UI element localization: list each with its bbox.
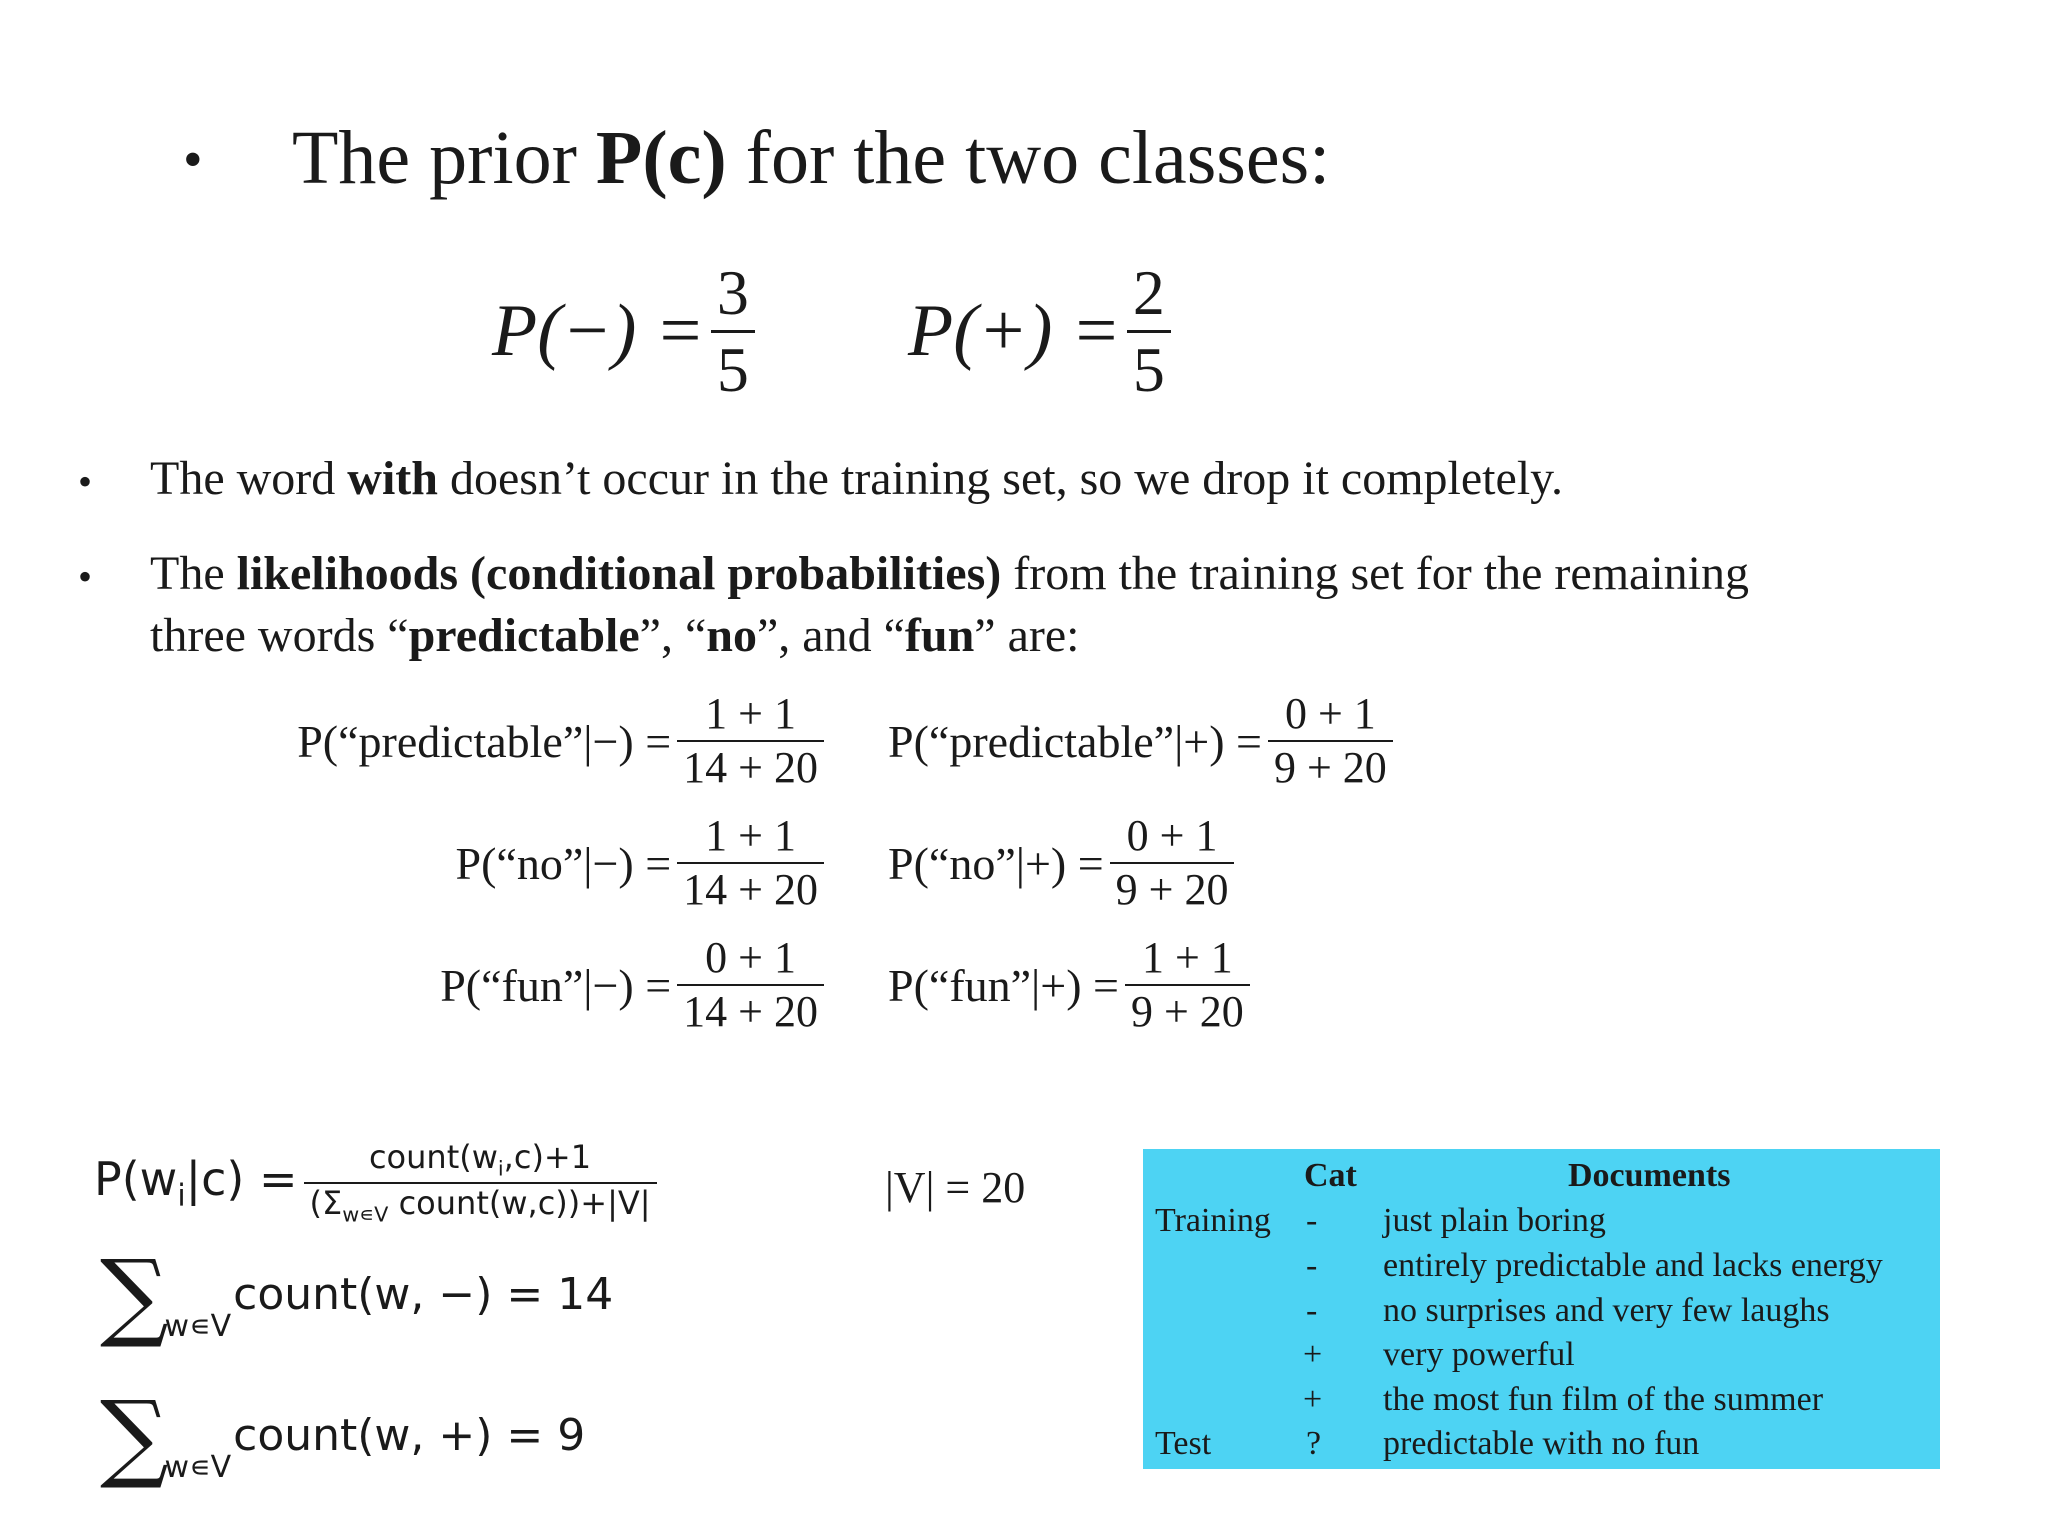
bullet-marker: •	[78, 459, 93, 504]
equation-lhs: P(“fun”|−) =	[440, 959, 672, 1011]
text: ”, “	[639, 609, 707, 662]
header-cat: Cat	[1304, 1157, 1357, 1194]
sum-body: count(w, −) = 14	[233, 1269, 614, 1320]
prior-negative-lhs: P(−) =	[492, 290, 705, 373]
equation-lhs: P(“predictable”|−) =	[297, 715, 672, 767]
text: three words “	[150, 609, 409, 662]
dropped-word-note	[150, 448, 1563, 510]
fraction-numerator: 2	[1132, 257, 1165, 328]
row-doc: no surprises and very few laughs	[1383, 1292, 1830, 1329]
equation-fraction	[677, 690, 824, 793]
text: |c) =	[185, 1152, 298, 1207]
equation-fraction	[677, 934, 824, 1037]
likelihood-predictable-negative	[297, 690, 830, 793]
row-cat: -	[1306, 1292, 1318, 1329]
fraction-denominator: 9 + 20	[1125, 984, 1250, 1036]
text: ,c)+1	[503, 1138, 592, 1176]
subscript: i	[497, 1156, 504, 1181]
fraction-denominator: 14 + 20	[677, 740, 824, 792]
likelihood-predictable-positive	[888, 690, 1399, 793]
prior-heading-text: The prior	[292, 116, 596, 200]
bullet-marker: •	[78, 554, 93, 599]
row-cat: ?	[1306, 1425, 1322, 1462]
prior-heading-text-end: for the two classes:	[726, 116, 1331, 200]
fraction-numerator: 1 + 1	[705, 689, 796, 738]
subscript: w∊V	[342, 1202, 389, 1227]
prior-heading	[292, 115, 1330, 202]
text: P(w	[94, 1152, 178, 1207]
equation-fraction	[1110, 812, 1235, 915]
subscript: i	[177, 1178, 186, 1214]
row-cat: -	[1306, 1247, 1318, 1284]
row-split: Training	[1155, 1202, 1271, 1239]
bold-text: likelihoods (conditional probabilities)	[236, 547, 1002, 600]
fraction-denominator: 5	[711, 330, 755, 405]
fraction-denominator: 9 + 20	[1268, 740, 1393, 792]
fraction-denominator: 14 + 20	[677, 862, 824, 914]
header-documents: Documents	[1568, 1157, 1731, 1194]
likelihood-no-negative	[456, 812, 830, 915]
row-cat: +	[1303, 1336, 1323, 1373]
formula-fraction	[304, 1140, 657, 1226]
equation-fraction	[677, 812, 824, 915]
bullet-marker: •	[183, 129, 203, 191]
sum-subscript: w∊V	[164, 1309, 232, 1344]
prior-negative-fraction	[711, 258, 755, 406]
laplace-smoothing-formula	[94, 1140, 663, 1226]
fraction-denominator: 5	[1127, 330, 1171, 405]
prior-heading-bold: P(c)	[595, 116, 727, 200]
sum-count-positive	[100, 1380, 586, 1492]
fraction-numerator	[363, 1140, 597, 1182]
text: ”, and “	[756, 609, 905, 662]
fraction-numerator: 0 + 1	[1284, 689, 1376, 738]
text: count(w,c))+|V|	[388, 1184, 651, 1223]
row-split: Test	[1155, 1425, 1212, 1462]
sigma-icon: ∑	[100, 1239, 169, 1351]
formula-lhs	[94, 1152, 298, 1213]
text: count(w	[368, 1138, 498, 1176]
likelihood-intro	[150, 543, 1749, 667]
prior-positive-fraction	[1127, 258, 1171, 406]
row-cat: -	[1306, 1202, 1318, 1239]
row-doc: very powerful	[1383, 1336, 1575, 1373]
vocab-size: |V| = 20	[885, 1163, 1026, 1212]
sum-body: count(w, +) = 9	[233, 1410, 586, 1461]
equation-lhs: P(“no”|+) =	[888, 837, 1104, 889]
likelihood-fun-negative	[440, 934, 830, 1037]
row-doc: predictable with no fun	[1383, 1425, 1700, 1462]
likelihood-intro-line2	[150, 605, 1749, 667]
fraction-denominator: 9 + 20	[1110, 862, 1235, 914]
fraction-numerator: 0 + 1	[705, 933, 796, 982]
text: from the training set for the remaining	[1001, 547, 1750, 600]
equation-lhs: P(“fun”|+) =	[888, 959, 1119, 1011]
bold-text: fun	[904, 609, 975, 662]
likelihood-fun-positive	[888, 934, 1256, 1037]
equation-fraction	[1125, 934, 1250, 1037]
bold-text: predictable	[408, 609, 640, 662]
sum-count-negative	[100, 1239, 614, 1351]
note-text-end: doesn’t occur in the training set, so we drop it completely.	[437, 452, 1564, 505]
sigma-icon: ∑	[100, 1380, 169, 1492]
note-text: The word	[150, 452, 348, 505]
fraction-numerator: 1 + 1	[705, 811, 796, 860]
text: (Σ	[309, 1184, 343, 1223]
fraction-numerator: 0 + 1	[1126, 811, 1218, 860]
fraction-denominator	[304, 1182, 657, 1226]
row-doc: entirely predictable and lacks energy	[1383, 1247, 1883, 1284]
row-doc: the most fun film of the summer	[1383, 1381, 1824, 1418]
likelihood-intro-line1	[150, 543, 1749, 605]
equation-fraction	[1268, 690, 1393, 793]
dataset-table	[1143, 1149, 1940, 1469]
text: ” are:	[974, 609, 1080, 662]
row-cat: +	[1303, 1381, 1323, 1418]
text: The	[150, 547, 237, 600]
prior-positive-lhs: P(+) =	[908, 290, 1121, 373]
note-bold: with	[347, 452, 438, 505]
prior-positive	[908, 258, 1177, 406]
fraction-denominator: 14 + 20	[677, 984, 824, 1036]
bold-text: no	[706, 609, 757, 662]
equation-lhs: P(“no”|−) =	[455, 837, 672, 889]
likelihood-no-positive	[888, 812, 1240, 915]
fraction-numerator: 3	[716, 257, 749, 328]
equation-lhs: P(“predictable”|+) =	[888, 715, 1262, 767]
row-doc: just plain boring	[1383, 1202, 1606, 1239]
prior-negative	[492, 258, 761, 406]
sum-subscript: w∊V	[164, 1450, 232, 1485]
fraction-numerator: 1 + 1	[1141, 933, 1233, 982]
